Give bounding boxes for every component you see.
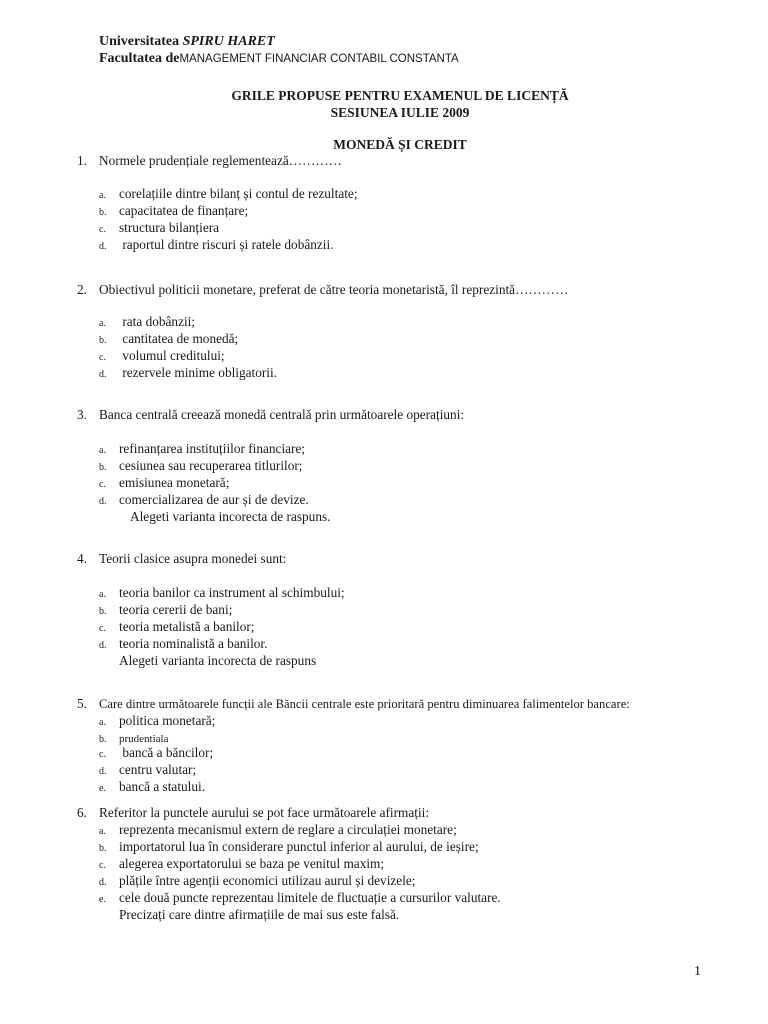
question-text: Banca centrală creează monedă centrală prin următoarele operațiuni: xyxy=(99,407,465,422)
option-text: rata dobânzii; xyxy=(119,314,196,329)
option-text: cesiunea sau recuperarea titlurilor; xyxy=(119,458,303,473)
option-letter: b. xyxy=(99,606,107,617)
option-letter: d. xyxy=(99,766,107,777)
page-number: 1 xyxy=(694,964,701,979)
option-letter: c. xyxy=(99,860,106,871)
option-text: alegerea exportatorului se baza pe venitul maxim; xyxy=(119,856,385,871)
option-text: importatorul lua în considerare punctul inferior al aurului, de ieșire; xyxy=(119,839,479,854)
option-2a xyxy=(99,314,195,330)
option-text: raportul dintre riscuri și ratele dobânzii. xyxy=(119,237,334,252)
option-text: bancă a statului. xyxy=(119,779,206,794)
option-letter: d. xyxy=(99,496,107,507)
option-letter: d. xyxy=(99,241,107,252)
option-text: comercializarea de aur și de devize. xyxy=(119,492,309,507)
option-4a xyxy=(99,585,345,601)
option-1d xyxy=(99,237,334,253)
option-4c xyxy=(99,619,255,635)
option-1b xyxy=(99,203,248,219)
option-letter: d. xyxy=(99,369,107,380)
option-letter: b. xyxy=(99,335,107,346)
option-letter: c. xyxy=(99,479,106,490)
question-1 xyxy=(77,153,342,169)
subject-title: MONEDĂ ȘI CREDIT xyxy=(333,137,467,152)
option-text: cele două puncte reprezentau limitele de fluctuație a cursurilor valutare. xyxy=(119,890,501,905)
question-4-note: Alegeti varianta incorecta de raspuns xyxy=(119,653,317,668)
option-letter: d. xyxy=(99,877,107,888)
option-text: teoria nominalistă a banilor. xyxy=(119,636,268,651)
option-6c xyxy=(99,856,384,872)
university-prefix: Universitatea xyxy=(99,34,183,49)
option-text: corelațiile dintre bilanț și contul de rezultate; xyxy=(119,186,358,201)
option-5c xyxy=(99,745,213,761)
option-letter: a. xyxy=(99,190,106,201)
question-text: Obiectivul politicii monetare, preferat de către teoria monetaristă, îl reprezintă………… xyxy=(99,282,569,297)
option-letter: e. xyxy=(99,783,106,794)
option-6e xyxy=(99,890,501,906)
option-letter: b. xyxy=(99,207,107,218)
question-3 xyxy=(77,407,464,423)
option-letter: b. xyxy=(99,843,107,854)
option-6a xyxy=(99,822,457,838)
option-text: capacitatea de finanțare; xyxy=(119,203,249,218)
question-number: 6. xyxy=(77,805,87,820)
option-5b xyxy=(99,730,168,746)
option-5a xyxy=(99,713,215,729)
option-1c xyxy=(99,220,219,236)
faculty-prefix: Facultatea de xyxy=(99,51,180,66)
question-2 xyxy=(77,282,568,298)
option-6d xyxy=(99,873,416,889)
option-text: teoria cererii de bani; xyxy=(119,602,233,617)
question-5 xyxy=(77,696,630,712)
option-letter: a. xyxy=(99,445,106,456)
question-3-note: Alegeti varianta incorecta de raspuns. xyxy=(130,509,331,524)
option-letter: c. xyxy=(99,623,106,634)
option-5d xyxy=(99,762,196,778)
option-text: emisiunea monetară; xyxy=(119,475,230,490)
exam-title: GRILE PROPUSE PENTRU EXAMENUL DE LICENȚĂ xyxy=(231,88,569,103)
option-2d xyxy=(99,365,277,381)
option-5e xyxy=(99,779,205,795)
question-text: Normele prudențiale reglementează………… xyxy=(99,153,342,168)
question-4 xyxy=(77,551,286,567)
option-text: reprezenta mecanismul extern de reglare a circulației monetare; xyxy=(119,822,457,837)
option-letter: a. xyxy=(99,826,106,837)
question-number: 4. xyxy=(77,551,87,566)
option-text: teoria metalistă a banilor; xyxy=(119,619,255,634)
option-text: politica monetară; xyxy=(119,713,216,728)
option-text: structura bilanțiera xyxy=(119,220,220,235)
option-letter: b. xyxy=(99,734,107,745)
question-number: 2. xyxy=(77,282,87,297)
option-1a xyxy=(99,186,358,202)
option-3c xyxy=(99,475,229,491)
session-title: SESIUNEA IULIE 2009 xyxy=(330,105,470,120)
option-3d xyxy=(99,492,309,508)
option-2c xyxy=(99,348,225,364)
option-text: refinanțarea instituțiilor financiare; xyxy=(119,441,306,456)
option-letter: b. xyxy=(99,462,107,473)
question-text: Referitor la punctele aurului se pot face următoarele afirmații: xyxy=(99,805,430,820)
question-text: Care dintre următoarele funcții ale Băncii centrale este prioritară pentru diminuarea falimentelor bancare: xyxy=(99,697,630,711)
option-letter: a. xyxy=(99,318,106,329)
university-name: SPIRU HARET xyxy=(182,34,275,49)
option-letter: c. xyxy=(99,352,106,363)
option-text: teoria banilor ca instrument al schimbului; xyxy=(119,585,345,600)
option-4b xyxy=(99,602,232,618)
option-text: prudentiala xyxy=(119,733,169,745)
faculty-name: MANAGEMENT FINANCIAR CONTABIL CONSTANTA xyxy=(179,53,459,65)
faculty-line xyxy=(99,51,459,67)
option-letter: a. xyxy=(99,589,106,600)
option-text: rezervele minime obligatorii. xyxy=(119,365,278,380)
option-4d xyxy=(99,636,267,652)
question-text: Teorii clasice asupra monedei sunt: xyxy=(99,551,287,566)
option-text: bancă a băncilor; xyxy=(119,745,214,760)
option-text: centru valutar; xyxy=(119,762,197,777)
option-text: plățile între agenții economici utilizau aurul și devizele; xyxy=(119,873,416,888)
option-text: cantitatea de monedă; xyxy=(119,331,239,346)
option-letter: d. xyxy=(99,640,107,651)
option-6b xyxy=(99,839,479,855)
option-text: volumul creditului; xyxy=(119,348,225,363)
option-letter: e. xyxy=(99,894,106,905)
question-number: 3. xyxy=(77,407,87,422)
option-3a xyxy=(99,441,305,457)
option-letter: c. xyxy=(99,749,106,760)
question-6 xyxy=(77,805,429,821)
option-letter: c. xyxy=(99,224,106,235)
question-6-note: Precizați care dintre afirmațiile de mai sus este falsă. xyxy=(119,907,400,922)
question-number: 5. xyxy=(77,696,87,711)
question-number: 1. xyxy=(77,153,87,168)
option-letter: a. xyxy=(99,717,106,728)
university-line xyxy=(99,34,275,50)
option-2b xyxy=(99,331,238,347)
option-3b xyxy=(99,458,302,474)
